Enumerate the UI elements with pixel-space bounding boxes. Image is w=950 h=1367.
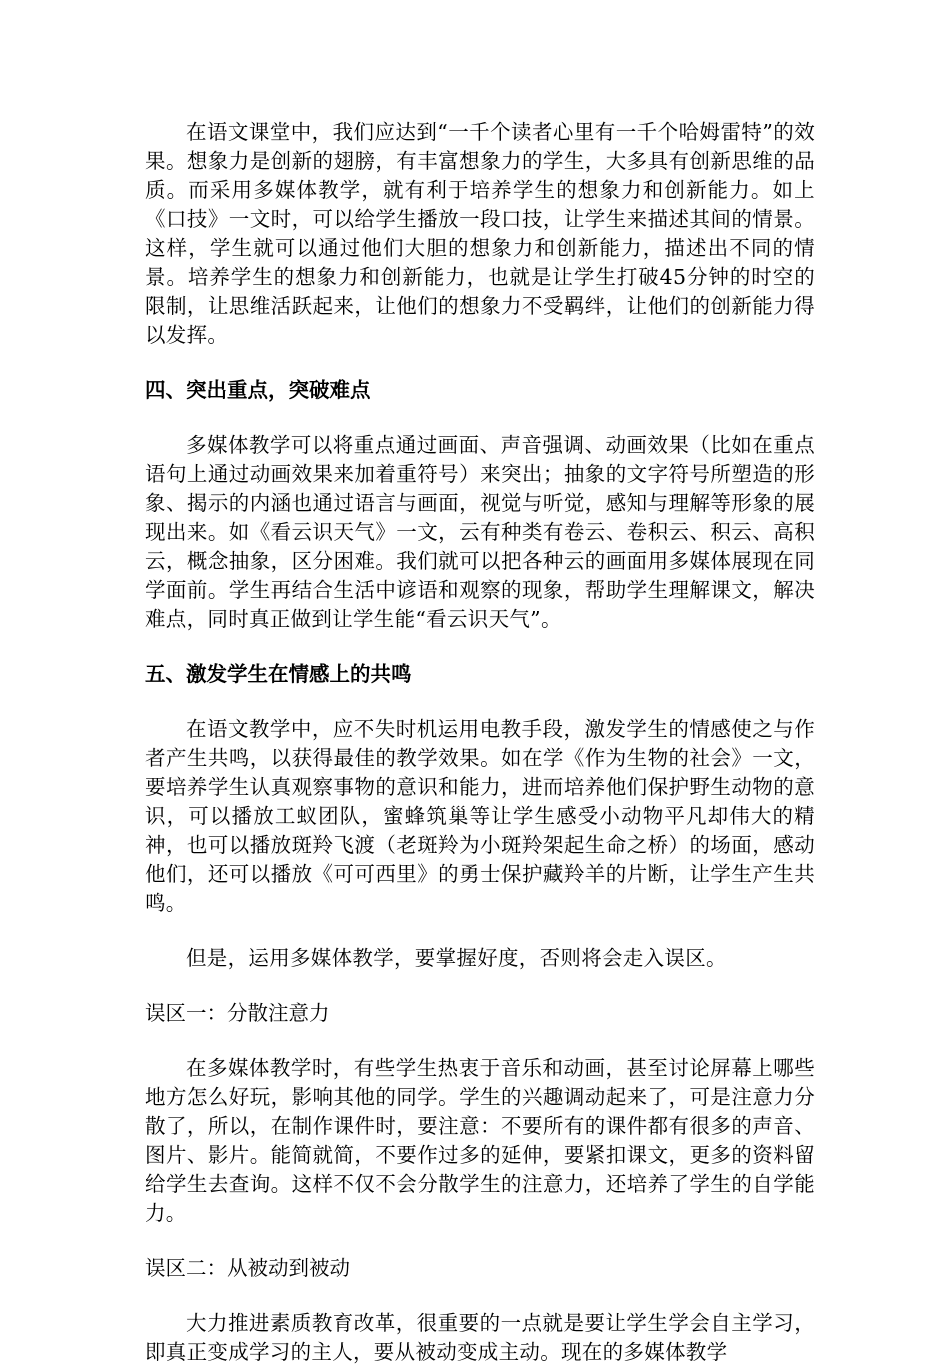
- spacer: [145, 1028, 815, 1054]
- document-body: [145, 118, 815, 1367]
- spacer: [145, 1283, 815, 1309]
- section-heading-4: 四、突出重点，突破难点: [145, 378, 371, 402]
- misconception-heading-2: 误区二：从被动到被动: [145, 1256, 350, 1280]
- spacer: [145, 1228, 815, 1254]
- paragraph-distraction: 在多媒体教学时，有些学生热衷于音乐和动画，甚至讨论屏幕上哪些地方怎么好玩，影响其他的同学。学生的兴趣调动起来了，可是注意力分散了，所以，在制作课件时，要注意：不要所有的课件都有很多的声音、图片、影片。能简就简，不要作过多的延伸，要紧扣课文，更多的资料留给学生去查询。这样不仅不会分散学生的注意力，还培养了学生的自学能力。: [145, 1056, 815, 1225]
- spacer: [145, 634, 815, 660]
- paragraph-imagination: 在语文课堂中，我们应达到“一千个读者心里有一千个哈姆雷特”的效果。想象力是创新的翅膀，有丰富想象力的学生，大多具有创新思维的品质。而采用多媒体教学，就有利于培养学生的想象力和创新能力。如上《口技》一文时，可以给学生播放一段口技，让学生来描述其间的情景。这样，学生就可以通过他们大胆的想象力和创新能力，描述出不同的情景。培养学生的想象力和创新能力，也就是让学生打破45分钟的时空的限制，让思维活跃起来，让他们的想象力不受羁绊，让他们的创新能力得以发挥。: [145, 120, 815, 347]
- paragraph-caution: 但是，运用多媒体教学，要掌握好度，否则将会走入误区。: [186, 946, 727, 970]
- paragraph-emotion: 在语文教学中，应不失时机运用电教手段，激发学生的情感使之与作者产生共鸣，以获得最佳的教学效果。如在学《作为生物的社会》一文，要培养学生认真观察事物的意识和能力，进而培养他们保护野生动物的意识，可以播放工蚁团队，蜜蜂筑巢等让学生感受小动物平凡却伟大的精神，也可以播放斑羚飞渡（老斑羚为小斑羚架起生命之桥）的场面，感动他们，还可以播放《可可西里》的勇士保护藏羚羊的片断，让学生产生共鸣。: [145, 717, 815, 915]
- misconception-heading-1: 误区一：分散注意力: [145, 1001, 330, 1025]
- spacer: [145, 350, 815, 376]
- spacer: [145, 918, 815, 944]
- paragraph-passive: 大力推进素质教育改革，很重要的一点就是要让学生学会自主学习，即真正变成学习的主人，要从被动变成主动。现在的多媒体教学: [145, 1311, 815, 1364]
- spacer: [145, 689, 815, 715]
- spacer: [145, 973, 815, 999]
- spacer: [145, 405, 815, 431]
- section-heading-5: 五、激发学生在情感上的共鸣: [145, 662, 412, 686]
- paragraph-key-points: 多媒体教学可以将重点通过画面、声音强调、动画效果（比如在重点语句上通过动画效果来加着重符号）来突出；抽象的文字符号所塑造的形象、揭示的内涵也通过语言与画面，视觉与听觉，感知与理解等形象的展现出来。如《看云识天气》一文，云有种类有卷云、卷积云、积云、高积云，概念抽象，区分困难。我们就可以把各种云的画面用多媒体展现在同学面前。学生再结合生活中谚语和观察的现象，帮助学生理解课文，解决难点，同时真正做到让学生能“看云识天气”。: [145, 433, 815, 631]
